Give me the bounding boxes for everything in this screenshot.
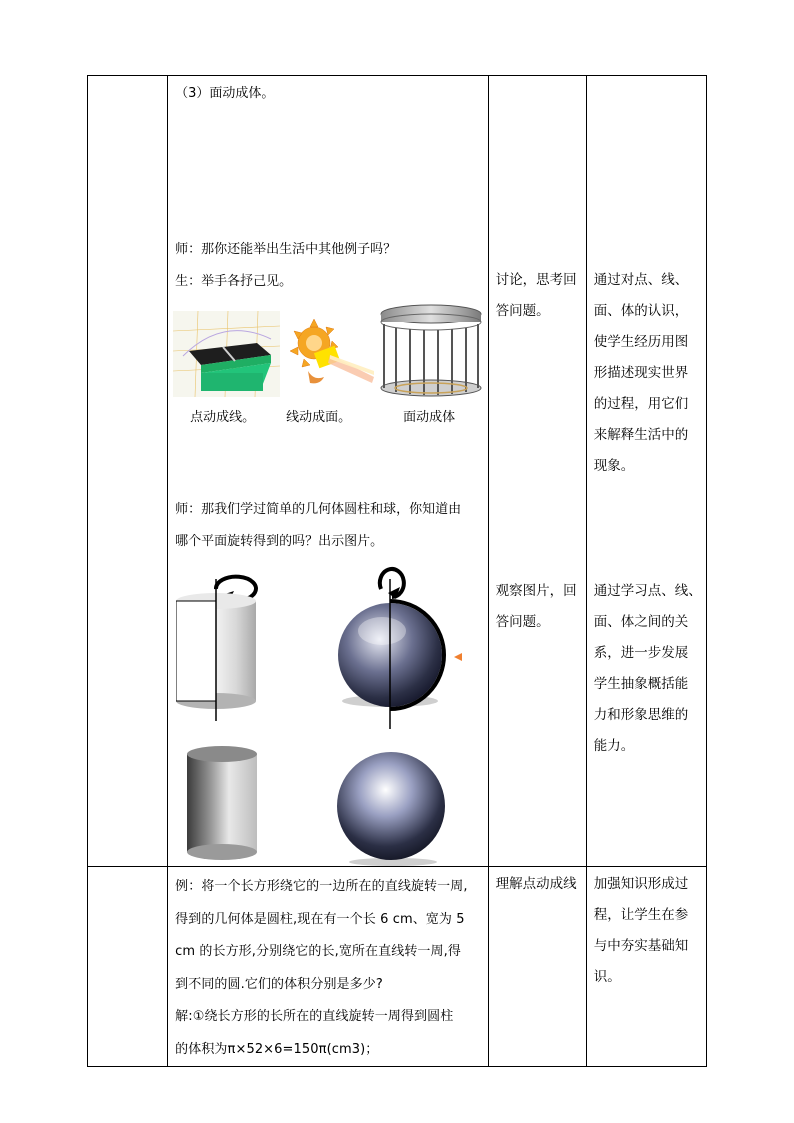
caption-line-to-surface: 线动成面。	[286, 410, 352, 425]
sphere-solid-illustration	[333, 744, 453, 866]
design-intent-3-line: 识。	[593, 969, 621, 985]
activity-cell	[168, 76, 489, 867]
caption-point-to-line: 点动成线。	[190, 410, 256, 425]
design-intent-1	[594, 265, 702, 482]
example-cell	[168, 867, 489, 1067]
teacher-question-2-line-1: 师：那我们学过简单的几何体圆柱和球，你知道由	[175, 502, 462, 517]
teacher-question-2-line-2: 哪个平面旋转得到的吗？出示图片。	[175, 534, 384, 549]
example-problem	[168, 867, 488, 1066]
design-intent-1-line: 形描述现实世界	[593, 365, 689, 381]
student-answer-1: 生：举手各抒己见。	[175, 274, 293, 289]
design-intent-3-line: 程，让学生在参	[593, 907, 689, 923]
stage-cell	[88, 76, 168, 867]
example-line: 得到的几何体是圆柱,现在有一个长 6 cm、宽为 5	[175, 911, 465, 927]
teacher-question-1: 师：那你还能举出生活中其他例子吗？	[175, 242, 397, 257]
revolving-door-illustration	[378, 304, 484, 398]
student-activity-cell	[488, 76, 586, 867]
example-line: 到不同的圆.它们的体积分别是多少?	[175, 976, 383, 992]
student-action-1-line: 答问题。	[495, 303, 550, 319]
student-action-1-line: 讨论，思考回	[495, 272, 577, 288]
design-intent-2-line: 通过学习点、线、	[593, 583, 702, 599]
design-intent-3-line: 与中夯实基础知	[593, 938, 689, 954]
design-intent-1-line: 使学生经历用图	[593, 334, 689, 350]
design-intent-2-line: 力和形象思维的	[593, 707, 689, 723]
design-intent-2-line: 面、体之间的关	[593, 614, 689, 630]
design-intent-2-line: 系，进一步发展	[593, 645, 689, 661]
design-intent-cell	[586, 867, 706, 1067]
design-intent-1-line: 面、体的认识，	[593, 303, 689, 319]
stage-cell	[88, 867, 168, 1067]
student-action-1	[496, 265, 582, 327]
example-line: 例：将一个长方形绕它的一边所在的直线旋转一周,	[175, 879, 468, 894]
design-intent-1-line: 现象。	[593, 458, 635, 474]
rotating-gear-illustration	[282, 311, 374, 397]
table-row	[88, 76, 707, 867]
solution-line: 解:①绕长方形的长所在的直线旋转一周得到圆柱	[175, 1009, 454, 1024]
design-intent-3	[594, 869, 702, 993]
design-intent-1-line: 来解释生活中的	[593, 427, 689, 443]
design-intent-2	[594, 576, 702, 762]
lesson-table	[87, 75, 707, 1067]
table-tennis-illustration	[173, 311, 280, 397]
rotating-semicircle-sphere-illustration	[326, 561, 466, 731]
solution-line: 的体积为π×52×6=150π(cm3)；	[175, 1041, 379, 1057]
student-activity-cell	[488, 867, 586, 1067]
table-row	[88, 867, 707, 1067]
rotating-rectangle-cylinder-illustration	[176, 561, 286, 726]
design-intent-2-line: 能力。	[593, 738, 635, 754]
design-intent-1-line: 的过程，用它们	[593, 396, 689, 412]
design-intent-3-line: 加强知识形成过	[593, 876, 689, 892]
cylinder-solid-illustration	[183, 744, 263, 864]
design-intent-1-line: 通过对点、线、	[593, 272, 689, 288]
caption-surface-to-solid: 面动成体	[403, 410, 456, 425]
student-action-2-line: 答问题。	[495, 614, 550, 630]
activity-heading: （3）面动成体。	[175, 86, 275, 101]
design-intent-2-line: 学生抽象概括能	[593, 676, 689, 692]
student-action-2-line: 观察图片，回	[495, 583, 577, 599]
student-action-2	[496, 576, 582, 638]
example-line: cm 的长方形,分别绕它的长,宽所在直线转一周,得	[175, 944, 461, 959]
student-action-3: 理解点动成线	[495, 876, 577, 892]
design-intent-cell	[586, 76, 706, 867]
